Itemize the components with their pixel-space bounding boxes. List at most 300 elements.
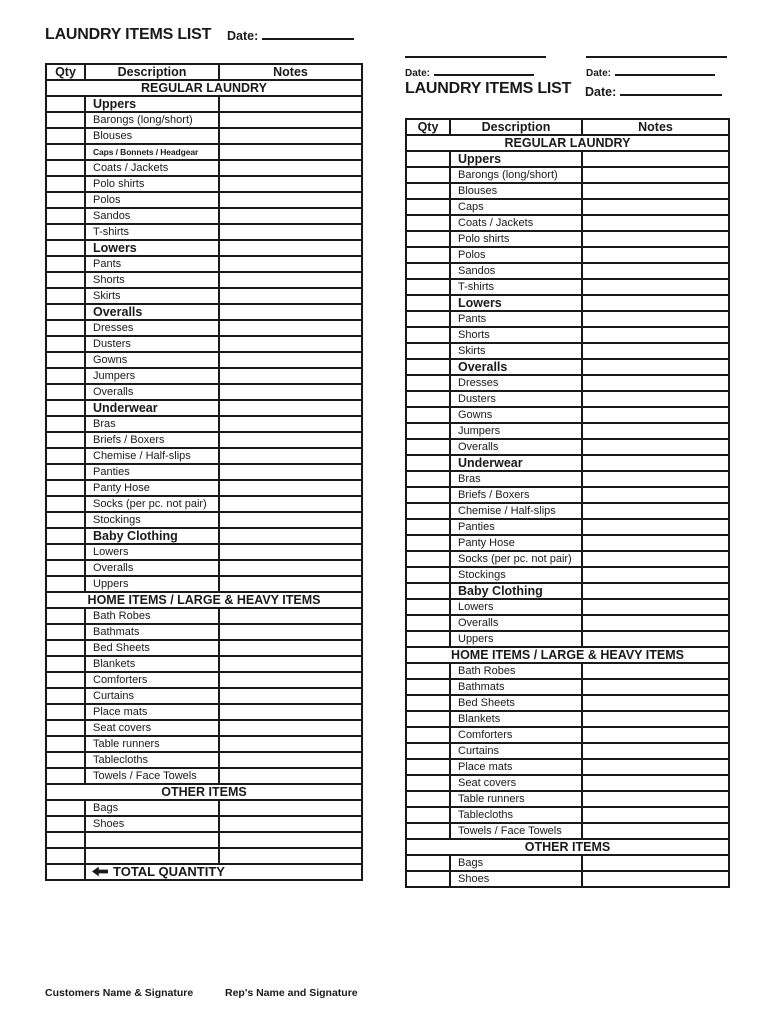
qty-cell [406, 455, 450, 471]
notes-cell [582, 167, 729, 183]
notes-cell [582, 183, 729, 199]
item-row [46, 336, 362, 352]
qty-cell [46, 528, 85, 544]
qty-cell [406, 631, 450, 647]
notes-cell [219, 352, 362, 368]
col-header-description: Description [85, 64, 219, 80]
notes-cell [219, 624, 362, 640]
item-row [46, 352, 362, 368]
item-row [406, 343, 729, 359]
item-label: Towels / Face Towels [85, 768, 219, 784]
col-header-qty: Qty [406, 119, 450, 135]
qty-cell [406, 599, 450, 615]
item-row [406, 407, 729, 423]
qty-cell [406, 439, 450, 455]
section-header: REGULAR LAUNDRY [406, 135, 729, 151]
notes-cell [219, 608, 362, 624]
item-label: Barongs (long/short) [450, 167, 582, 183]
subsection-row [46, 400, 362, 416]
item-row [46, 128, 362, 144]
subsection-row [46, 304, 362, 320]
qty-cell [46, 640, 85, 656]
qty-cell [406, 151, 450, 167]
item-label: Blouses [450, 183, 582, 199]
qty-cell [406, 503, 450, 519]
item-label: T-shirts [85, 224, 219, 240]
item-label: Overalls [85, 560, 219, 576]
item-row [406, 535, 729, 551]
qty-cell [406, 279, 450, 295]
customer-signature-label: Customers Name & Signature [45, 987, 194, 999]
item-label: Coats / Jackets [450, 215, 582, 231]
notes-cell [219, 512, 362, 528]
item-label: Jumpers [85, 368, 219, 384]
date-label: Date: [586, 68, 612, 79]
smallitem-row [46, 144, 362, 160]
qty-cell [406, 183, 450, 199]
item-label: Pants [450, 311, 582, 327]
notes-cell [582, 615, 729, 631]
section-header: OTHER ITEMS [46, 784, 362, 800]
item-label: Bras [85, 416, 219, 432]
qty-cell [46, 704, 85, 720]
notes-cell [582, 391, 729, 407]
item-row [406, 631, 729, 647]
left-arrow-icon [92, 865, 108, 879]
item-label: Skirts [450, 343, 582, 359]
date-label: Date: [585, 85, 617, 99]
notes-cell [219, 128, 362, 144]
item-row [406, 791, 729, 807]
item-row [406, 599, 729, 615]
notes-cell [219, 144, 362, 160]
item-label: Gowns [85, 352, 219, 368]
qty-cell [46, 288, 85, 304]
section-header: HOME ITEMS / LARGE & HEAVY ITEMS [406, 647, 729, 663]
notes-cell [582, 599, 729, 615]
item-row [406, 503, 729, 519]
total-quantity-cell [85, 864, 362, 880]
item-row [406, 759, 729, 775]
item-label: Bath Robes [450, 663, 582, 679]
item-row [46, 816, 362, 832]
date-blank-line [262, 36, 354, 40]
item-row [46, 800, 362, 816]
qty-cell [406, 823, 450, 839]
notes-cell [582, 759, 729, 775]
notes-cell [582, 775, 729, 791]
item-label: Briefs / Boxers [450, 487, 582, 503]
notes-cell [582, 279, 729, 295]
item-label: Skirts [85, 288, 219, 304]
item-row [406, 215, 729, 231]
item-row [406, 615, 729, 631]
item-label: Curtains [85, 688, 219, 704]
notes-cell [582, 871, 729, 887]
qty-cell [406, 807, 450, 823]
item-label: Dresses [85, 320, 219, 336]
qty-cell [46, 800, 85, 816]
subsection-label: Baby Clothing [450, 583, 582, 599]
item-row [46, 608, 362, 624]
item-row [46, 544, 362, 560]
item-label: Pants [85, 256, 219, 272]
item-row [406, 807, 729, 823]
left-title-row [45, 26, 361, 46]
notes-cell [582, 471, 729, 487]
qty-cell [406, 295, 450, 311]
item-row [46, 624, 362, 640]
col-header-qty: Qty [46, 64, 85, 80]
signature-date-field [586, 63, 727, 81]
item-row [46, 704, 362, 720]
notes-cell [219, 416, 362, 432]
qty-cell [46, 432, 85, 448]
notes-cell [582, 807, 729, 823]
qty-cell [46, 496, 85, 512]
notes-cell [219, 160, 362, 176]
rep-signature-label: Rep's Name and Signature [225, 987, 358, 999]
qty-cell [46, 544, 85, 560]
notes-cell [582, 551, 729, 567]
qty-cell [46, 480, 85, 496]
empty-row [46, 832, 362, 848]
qty-cell [46, 224, 85, 240]
qty-cell [406, 375, 450, 391]
notes-cell [582, 215, 729, 231]
item-label: Bed Sheets [85, 640, 219, 656]
qty-cell [46, 160, 85, 176]
notes-cell [219, 304, 362, 320]
item-row [46, 496, 362, 512]
qty-cell [46, 576, 85, 592]
qty-cell [46, 720, 85, 736]
notes-cell [582, 791, 729, 807]
subsection-row [406, 295, 729, 311]
qty-cell [406, 343, 450, 359]
qty-cell [406, 327, 450, 343]
qty-cell [406, 775, 450, 791]
notes-cell [582, 695, 729, 711]
item-label: Comforters [450, 727, 582, 743]
item-label: Jumpers [450, 423, 582, 439]
qty-cell [46, 752, 85, 768]
signature-carryover-row [405, 56, 728, 80]
qty-cell [406, 679, 450, 695]
empty-row [46, 848, 362, 864]
notes-cell [582, 727, 729, 743]
subsection-row [406, 359, 729, 375]
subsection-label: Lowers [85, 240, 219, 256]
notes-cell [219, 464, 362, 480]
item-row [46, 320, 362, 336]
subsection-label: Uppers [85, 96, 219, 112]
item-row [46, 688, 362, 704]
qty-cell [46, 128, 85, 144]
section-row [406, 839, 729, 855]
item-row [406, 775, 729, 791]
qty-cell [46, 144, 85, 160]
notes-cell [219, 704, 362, 720]
item-label: Uppers [85, 576, 219, 592]
item-label: Sandos [450, 263, 582, 279]
notes-cell [219, 368, 362, 384]
item-row [406, 423, 729, 439]
qty-cell [406, 711, 450, 727]
notes-cell [582, 247, 729, 263]
item-row [46, 656, 362, 672]
notes-cell [582, 679, 729, 695]
item-label: Stockings [85, 512, 219, 528]
section-row [406, 135, 729, 151]
notes-cell [582, 423, 729, 439]
qty-cell [406, 535, 450, 551]
date-blank-line [620, 92, 722, 96]
notes-cell [582, 711, 729, 727]
item-label [85, 848, 219, 864]
notes-cell [219, 480, 362, 496]
qty-cell [406, 247, 450, 263]
item-label: Bed Sheets [450, 695, 582, 711]
item-row [46, 464, 362, 480]
subsection-label: Overalls [85, 304, 219, 320]
item-label: Briefs / Boxers [85, 432, 219, 448]
item-row [406, 327, 729, 343]
page-title: LAUNDRY ITEMS LIST [45, 26, 212, 43]
qty-cell [46, 672, 85, 688]
item-row [406, 871, 729, 887]
table-header-row [406, 119, 729, 135]
item-label: Polos [450, 247, 582, 263]
date-blank-line [434, 72, 534, 76]
item-label: Overalls [85, 384, 219, 400]
qty-cell [46, 832, 85, 848]
qty-cell [406, 663, 450, 679]
item-label: Bags [85, 800, 219, 816]
notes-cell [582, 439, 729, 455]
item-row [46, 368, 362, 384]
subsection-label: Underwear [85, 400, 219, 416]
item-label: Tablecloths [450, 807, 582, 823]
qty-cell [46, 192, 85, 208]
item-row [406, 711, 729, 727]
qty-cell [406, 487, 450, 503]
item-row [46, 416, 362, 432]
item-row [406, 567, 729, 583]
date-label: Date: [227, 29, 259, 43]
notes-cell [219, 96, 362, 112]
item-row [406, 279, 729, 295]
left-column [45, 26, 361, 1018]
item-label: Gowns [450, 407, 582, 423]
item-label: Bras [450, 471, 582, 487]
item-row [406, 199, 729, 215]
item-label: Shorts [450, 327, 582, 343]
qty-cell [46, 256, 85, 272]
notes-cell [219, 432, 362, 448]
signature-line [405, 56, 546, 58]
item-label: Blankets [450, 711, 582, 727]
qty-cell [46, 816, 85, 832]
notes-cell [582, 663, 729, 679]
item-label: Table runners [450, 791, 582, 807]
qty-cell [46, 624, 85, 640]
notes-cell [219, 832, 362, 848]
item-label: Seat covers [85, 720, 219, 736]
item-label: Stockings [450, 567, 582, 583]
item-row [46, 208, 362, 224]
item-label: Lowers [450, 599, 582, 615]
notes-cell [582, 359, 729, 375]
title-date-field [227, 27, 354, 45]
notes-cell [219, 256, 362, 272]
notes-cell [582, 295, 729, 311]
item-label: Blankets [85, 656, 219, 672]
notes-cell [582, 343, 729, 359]
item-row [46, 736, 362, 752]
item-row [406, 695, 729, 711]
item-row [406, 855, 729, 871]
subsection-label: Baby Clothing [85, 528, 219, 544]
qty-cell [46, 304, 85, 320]
notes-cell [219, 752, 362, 768]
signature-block [405, 56, 546, 81]
qty-cell [46, 208, 85, 224]
table-header-row [46, 64, 362, 80]
item-row [406, 311, 729, 327]
qty-cell [46, 112, 85, 128]
notes-cell [219, 384, 362, 400]
qty-cell [406, 583, 450, 599]
notes-cell [219, 336, 362, 352]
subsection-row [406, 455, 729, 471]
qty-cell [406, 551, 450, 567]
item-row [406, 231, 729, 247]
item-label: Shoes [85, 816, 219, 832]
date-blank-line [615, 72, 715, 76]
left-arrow-icon [92, 866, 108, 877]
notes-cell [582, 487, 729, 503]
qty-cell [46, 384, 85, 400]
item-row [46, 448, 362, 464]
item-label: Coats / Jackets [85, 160, 219, 176]
item-row [46, 160, 362, 176]
qty-cell [46, 768, 85, 784]
qty-cell [46, 416, 85, 432]
item-label: Socks (per pc. not pair) [450, 551, 582, 567]
item-row [406, 551, 729, 567]
notes-cell [219, 576, 362, 592]
notes-cell [219, 560, 362, 576]
item-row [406, 519, 729, 535]
section-row [46, 80, 362, 96]
item-label: Overalls [450, 439, 582, 455]
notes-cell [219, 800, 362, 816]
qty-cell [46, 656, 85, 672]
qty-cell [406, 391, 450, 407]
total-quantity-label: TOTAL QUANTITY [113, 864, 225, 879]
item-label: Table runners [85, 736, 219, 752]
item-label: Barongs (long/short) [85, 112, 219, 128]
qty-cell [406, 567, 450, 583]
notes-cell [219, 720, 362, 736]
item-row [406, 247, 729, 263]
item-row [406, 391, 729, 407]
right-title-row [405, 80, 728, 100]
notes-cell [219, 400, 362, 416]
item-label [85, 832, 219, 848]
subsection-label: Lowers [450, 295, 582, 311]
item-label: Caps / Bonnets / Headgear [85, 144, 219, 160]
signature-date-field [405, 63, 546, 81]
item-label: Polo shirts [450, 231, 582, 247]
qty-cell [406, 407, 450, 423]
item-label: Chemise / Half-slips [450, 503, 582, 519]
item-label: Comforters [85, 672, 219, 688]
notes-cell [582, 567, 729, 583]
qty-cell [46, 608, 85, 624]
notes-cell [582, 231, 729, 247]
signature-footer [45, 987, 361, 1001]
qty-cell [46, 560, 85, 576]
item-row [46, 176, 362, 192]
item-label: T-shirts [450, 279, 582, 295]
subsection-label: Underwear [450, 455, 582, 471]
notes-cell [219, 224, 362, 240]
notes-cell [582, 503, 729, 519]
qty-cell [46, 96, 85, 112]
item-label: Lowers [85, 544, 219, 560]
notes-cell [219, 688, 362, 704]
notes-cell [582, 263, 729, 279]
notes-cell [219, 448, 362, 464]
section-header: HOME ITEMS / LARGE & HEAVY ITEMS [46, 592, 362, 608]
notes-cell [219, 240, 362, 256]
item-label: Shorts [85, 272, 219, 288]
notes-cell [582, 583, 729, 599]
subsection-row [46, 240, 362, 256]
item-row [46, 672, 362, 688]
qty-cell [406, 423, 450, 439]
item-label: Bath Robes [85, 608, 219, 624]
qty-cell [46, 400, 85, 416]
qty-cell [406, 359, 450, 375]
qty-cell [46, 272, 85, 288]
col-header-notes: Notes [582, 119, 729, 135]
notes-cell [219, 112, 362, 128]
item-label: Dusters [450, 391, 582, 407]
subsection-row [46, 528, 362, 544]
item-row [46, 192, 362, 208]
col-header-notes: Notes [219, 64, 362, 80]
total-row [46, 864, 362, 880]
qty-cell [406, 199, 450, 215]
item-label: Seat covers [450, 775, 582, 791]
notes-cell [219, 816, 362, 832]
item-label: Blouses [85, 128, 219, 144]
item-row [46, 480, 362, 496]
item-label: Shoes [450, 871, 582, 887]
item-label: Curtains [450, 743, 582, 759]
item-label: Panties [85, 464, 219, 480]
laundry-items-table-left [45, 63, 363, 881]
item-label: Towels / Face Towels [450, 823, 582, 839]
subsection-row [406, 151, 729, 167]
notes-cell [582, 327, 729, 343]
item-row [406, 663, 729, 679]
item-row [406, 263, 729, 279]
qty-cell [406, 615, 450, 631]
